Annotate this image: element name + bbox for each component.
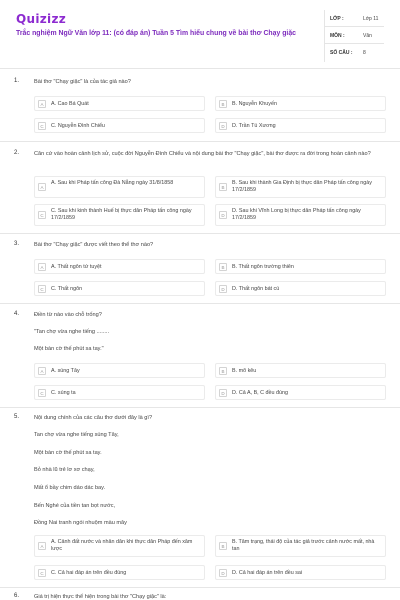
- page-title: Trắc nghiệm Ngữ Văn lớp 11: (có đáp án) Tuần 5 Tìm hiểu chung về bài thơ Chạy giặc: [16, 30, 296, 37]
- option-text: D. Sau khi Vĩnh Long bị thực dân Pháp tấn công ngày 17/2/1859: [232, 208, 361, 221]
- question-number: 5.: [14, 414, 20, 420]
- option-c[interactable]: [34, 385, 205, 400]
- meta-value: Lớp 11: [363, 16, 379, 22]
- option-text: A. Cảnh đất nước và nhân dân khi thực dân Pháp đến xâm lược: [51, 539, 193, 552]
- option-text: C. súng ta: [51, 390, 76, 396]
- option-d[interactable]: [215, 118, 386, 133]
- option-text: D. Trần Tú Xương: [232, 123, 276, 129]
- meta-label: MÔN :: [330, 33, 345, 39]
- meta-value: Văn: [363, 33, 372, 39]
- option-b[interactable]: [215, 259, 386, 274]
- meta-label: SỐ CÂU :: [330, 50, 353, 56]
- option-text: D. Thất ngôn bát cú: [232, 286, 280, 292]
- option-letter: C: [38, 211, 46, 219]
- option-text: A. Sau khi Pháp tấn công Đà Nẵng ngày 31/8/1858: [51, 180, 174, 186]
- option-text: C. Cả hai đáp án trên đều đúng: [51, 570, 127, 576]
- option-text: B. Sau khi thành Gia Định bị thực dân Pháp tấn công ngày 17/2/1859: [232, 180, 372, 193]
- option-letter: A: [38, 263, 46, 271]
- question-text: Bài thơ "Chạy giặc" là của tác giả nào?: [34, 79, 131, 85]
- option-letter: D: [219, 569, 227, 577]
- question-divider: [0, 141, 400, 142]
- option-letter: C: [38, 389, 46, 397]
- page-header: [0, 0, 400, 66]
- quote-line: Một bàn cờ thế phút sa tay.": [34, 346, 104, 352]
- question-number: 4.: [14, 311, 20, 317]
- option-letter: D: [219, 285, 227, 293]
- option-letter: A: [38, 542, 46, 550]
- poem-line: Bến Nghé của tiền tan bọt nước,: [34, 503, 116, 509]
- question-text: Điền từ nào vào chỗ trống?: [34, 312, 102, 318]
- poem-line: Bỏ nhà lũ trẻ lơ xơ chạy,: [34, 467, 95, 473]
- option-text: D. Cả A, B, C đều đúng: [232, 390, 289, 396]
- option-a[interactable]: [34, 96, 205, 111]
- option-a[interactable]: [34, 363, 205, 378]
- option-c[interactable]: [34, 118, 205, 133]
- question-divider: [0, 233, 400, 234]
- question-number: 2.: [14, 150, 20, 156]
- option-text: A. súng Tây: [51, 368, 80, 374]
- meta-label: LỚP :: [330, 16, 344, 22]
- meta-value: 8: [363, 50, 366, 56]
- option-d[interactable]: [215, 204, 386, 226]
- poem-line: Một bàn cờ thế phút sa tay.: [34, 450, 102, 456]
- option-text: C. Thất ngôn: [51, 286, 83, 292]
- question-text: Nội dung chính của các câu thơ dưới đây là gì?: [34, 415, 153, 421]
- option-text: C. Nguyễn Đình Chiểu: [51, 123, 105, 129]
- option-a[interactable]: [34, 535, 205, 557]
- option-text: D. Cả hai đáp án trên đều sai: [232, 570, 303, 576]
- option-a[interactable]: [34, 176, 205, 198]
- option-letter: B: [219, 367, 227, 375]
- option-d[interactable]: [215, 385, 386, 400]
- option-letter: A: [38, 367, 46, 375]
- option-c[interactable]: [34, 565, 205, 580]
- question-divider: [0, 407, 400, 408]
- option-letter: D: [219, 211, 227, 219]
- poem-line: Đồng Nai tranh ngói nhuộm màu mây: [34, 520, 127, 526]
- option-letter: C: [38, 122, 46, 130]
- meta-subject: [324, 27, 384, 44]
- option-b[interactable]: [215, 363, 386, 378]
- option-text: B. Tâm trạng, thái độ của tác giả trước cảnh nước mất, nhà tan: [232, 539, 375, 552]
- question-divider: [0, 303, 400, 304]
- question-divider: [0, 587, 400, 588]
- option-letter: B: [219, 542, 227, 550]
- quizizz-logo[interactable]: Quizizz: [16, 12, 67, 26]
- meta-count: [324, 44, 384, 61]
- poem-line: Mất ổ bầy chim dáo dác bay.: [34, 485, 106, 491]
- question-text: Bài thơ "Chạy giặc" được viết theo thể thơ nào?: [34, 242, 154, 248]
- poem-line: Tan chợ vừa nghe tiếng súng Tây,: [34, 432, 119, 438]
- option-c[interactable]: [34, 281, 205, 296]
- question-number: 1.: [14, 78, 20, 84]
- question-number: 6.: [14, 593, 20, 599]
- option-letter: A: [38, 100, 46, 108]
- option-letter: B: [219, 183, 227, 191]
- option-letter: A: [38, 183, 46, 191]
- option-text: B. Nguyễn Khuyến: [232, 101, 277, 107]
- option-letter: D: [219, 122, 227, 130]
- option-b[interactable]: [215, 96, 386, 111]
- question-text: Giá trị hiện thực thể hiện trong bài thơ "Chạy giặc" là:: [34, 594, 167, 600]
- option-a[interactable]: [34, 259, 205, 274]
- option-text: A. Cao Bá Quát: [51, 101, 89, 107]
- option-text: B. mõ kêu: [232, 368, 257, 374]
- question-text: Căn cứ vào hoàn cảnh lịch sử, cuộc đời Nguyễn Đình Chiểu và nội dung bài thơ "Chạy giặc", bài thơ được ra đời trong hoàn cảnh nào?: [34, 151, 371, 157]
- option-text: A. Thất ngôn tứ tuyệt: [51, 264, 102, 270]
- option-text: B. Thất ngôn trường thiên: [232, 264, 294, 270]
- header-divider: [0, 68, 400, 69]
- question-number: 3.: [14, 241, 20, 247]
- quote-line: "Tan chợ vừa nghe tiếng ........: [34, 329, 110, 335]
- option-letter: C: [38, 285, 46, 293]
- option-c[interactable]: [34, 204, 205, 226]
- option-d[interactable]: [215, 565, 386, 580]
- option-letter: B: [219, 100, 227, 108]
- meta-class: [324, 10, 384, 27]
- option-letter: C: [38, 569, 46, 577]
- option-letter: D: [219, 389, 227, 397]
- option-b[interactable]: [215, 535, 386, 557]
- option-letter: B: [219, 263, 227, 271]
- option-text: C. Sau khi kinh thành Huế bị thực dân Pháp tấn công ngày 17/2/1859: [51, 208, 192, 221]
- option-b[interactable]: [215, 176, 386, 198]
- option-d[interactable]: [215, 281, 386, 296]
